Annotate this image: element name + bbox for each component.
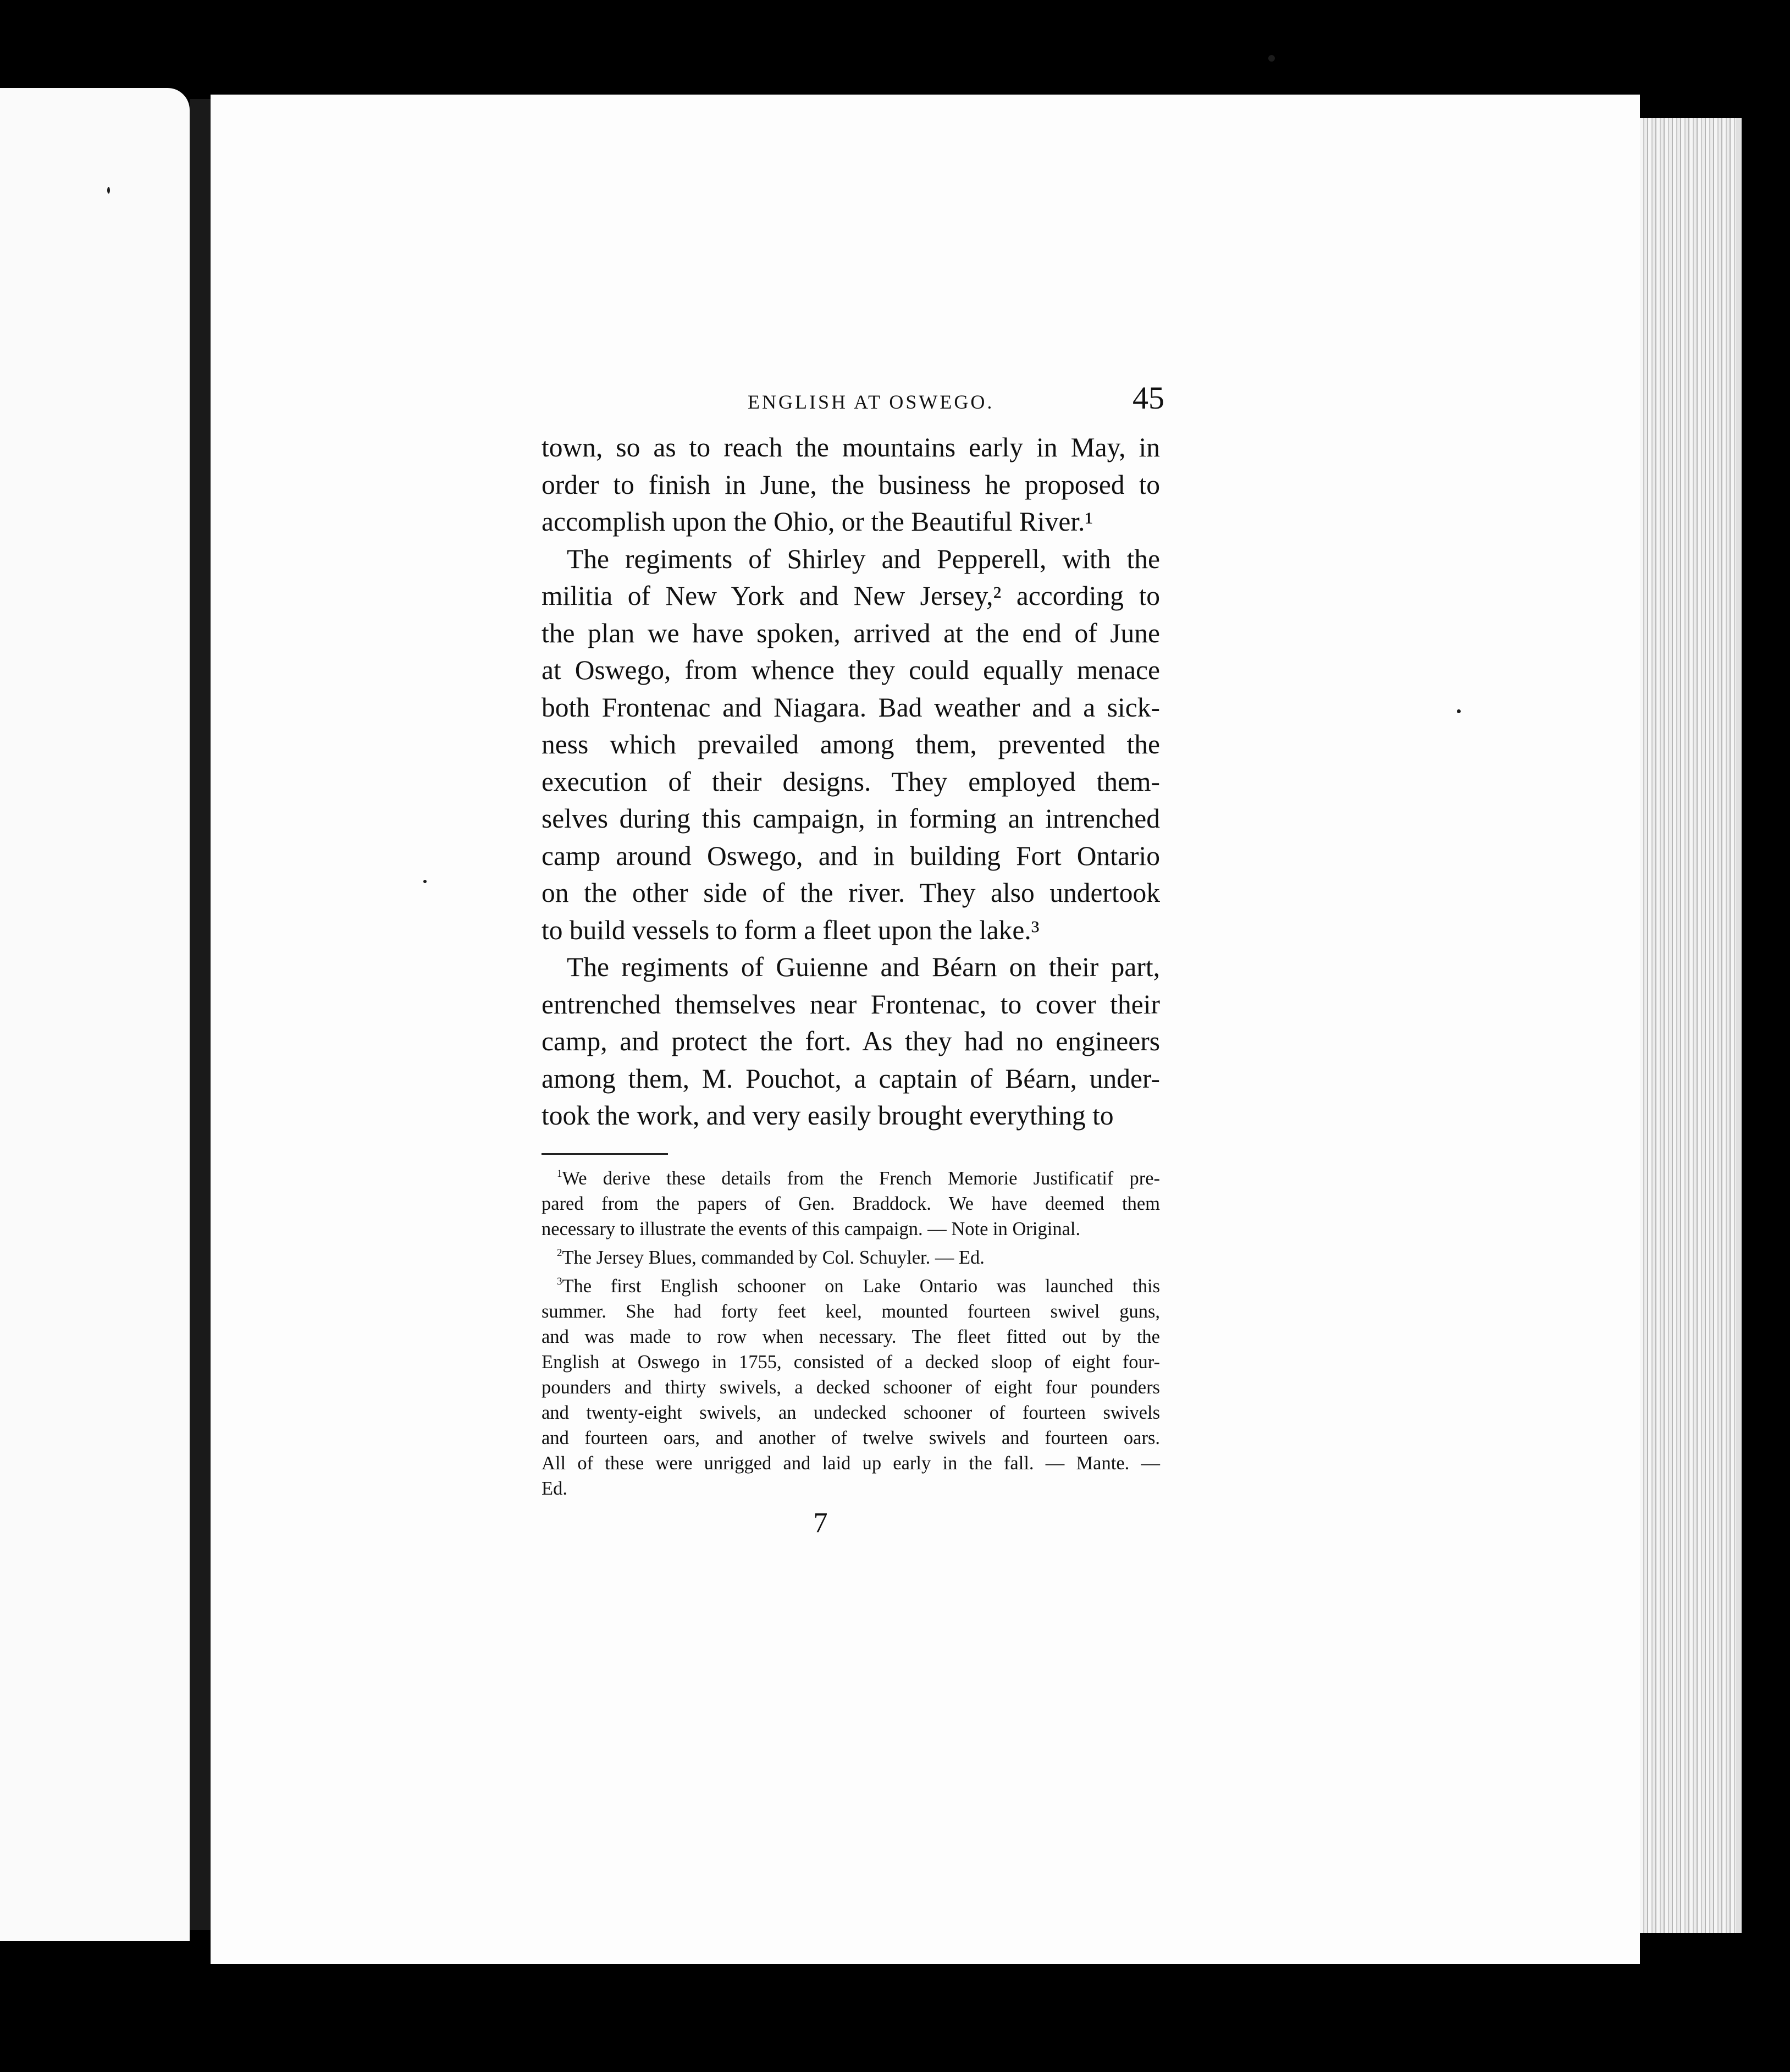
footnote-line: All of these were unrigged and laid up early in the fall. — Mante. — bbox=[542, 1452, 1160, 1474]
footnote bbox=[542, 1245, 1160, 1270]
text-line: town, so as to reach the mountains early in May, in bbox=[542, 432, 1160, 462]
running-head bbox=[542, 379, 1164, 429]
footnote-rule bbox=[542, 1153, 668, 1155]
footnote-line: English at Oswego in 1755, consisted of a decked sloop of eight four- bbox=[542, 1351, 1160, 1373]
left-page-edge bbox=[0, 88, 190, 1941]
footnote bbox=[542, 1166, 1160, 1242]
text-line: on the other side of the river. They also undertook bbox=[542, 878, 1160, 908]
text-line: camp around Oswego, and in building Fort Ontario bbox=[542, 840, 1160, 871]
page-number: 45 bbox=[1132, 380, 1164, 416]
text-line: among them, M. Pouchot, a captain of Béarn, under- bbox=[542, 1063, 1160, 1094]
text-line: entrenched themselves near Frontenac, to cover their bbox=[542, 989, 1160, 1020]
text-line: The regiments of Guienne and Béarn on their part, bbox=[567, 952, 1160, 982]
paragraph bbox=[542, 429, 1160, 541]
footnote-line: and fourteen oars, and another of twelve swivels and fourteen oars. bbox=[542, 1427, 1160, 1448]
footnote-line: necessary to illustrate the events of this campaign. — Note in Original. bbox=[542, 1218, 1081, 1239]
text-line: selves during this campaign, in forming an intrenched bbox=[542, 803, 1160, 834]
text-line: The regiments of Shirley and Pepperell, with the bbox=[567, 543, 1160, 574]
footnote-line: summer. She had forty feet keel, mounted fourteen swivel guns, bbox=[542, 1300, 1160, 1322]
footnote-line: We derive these details from the French Memorie Justificatif pre- bbox=[562, 1167, 1160, 1189]
footnote-line: and twenty-eight swivels, an undecked schooner of fourteen swivels bbox=[542, 1402, 1160, 1423]
text-line: took the work, and very easily brought everything to bbox=[542, 1100, 1114, 1131]
speck bbox=[1457, 709, 1461, 713]
paragraph bbox=[542, 541, 1160, 949]
footnote bbox=[542, 1274, 1160, 1501]
body-text bbox=[542, 429, 1160, 1134]
text-line: accomplish upon the Ohio, or the Beautiful River.¹ bbox=[542, 506, 1093, 537]
page-text bbox=[542, 379, 1164, 1539]
footnote-line: pared from the papers of Gen. Braddock. We have deemed them bbox=[542, 1193, 1160, 1214]
footnote-line: Ed. bbox=[542, 1478, 567, 1499]
page-edges bbox=[1640, 118, 1742, 1933]
speck bbox=[423, 880, 427, 883]
text-line: militia of New York and New Jersey,² according to bbox=[542, 581, 1160, 611]
text-line: execution of their designs. They employed them- bbox=[542, 766, 1160, 797]
speck bbox=[107, 187, 110, 194]
signature-mark: 7 bbox=[813, 1507, 828, 1539]
text-line: at Oswego, from whence they could equally menace bbox=[542, 655, 1160, 685]
running-title: ENGLISH AT OSWEGO. bbox=[748, 391, 995, 413]
paragraph bbox=[542, 949, 1160, 1134]
footnote-line: The first English schooner on Lake Ontario was launched this bbox=[562, 1275, 1160, 1297]
footnote-marker: 2 bbox=[557, 1247, 562, 1259]
text-line: order to finish in June, the business he proposed to bbox=[542, 469, 1160, 500]
footnote-line: pounders and thirty swivels, a decked schooner of eight four pounders bbox=[542, 1376, 1160, 1398]
footnote-marker: 3 bbox=[557, 1275, 562, 1287]
text-line: the plan we have spoken, arrived at the end of June bbox=[542, 618, 1160, 648]
book-gutter bbox=[190, 99, 211, 1930]
text-line: to build vessels to form a fleet upon the lake.³ bbox=[542, 914, 1040, 945]
footnote-line: The Jersey Blues, commanded by Col. Schuyler. — Ed. bbox=[562, 1247, 985, 1268]
footnote-line: and was made to row when necessary. The fleet fitted out by the bbox=[542, 1326, 1160, 1347]
text-line: ness which prevailed among them, prevented the bbox=[542, 729, 1160, 759]
footnotes bbox=[542, 1166, 1160, 1501]
text-line: both Frontenac and Niagara. Bad weather and a sick- bbox=[542, 692, 1160, 723]
text-line: camp, and protect the fort. As they had no engineers bbox=[542, 1026, 1160, 1056]
speck bbox=[1268, 55, 1275, 62]
footnote-marker: 1 bbox=[557, 1167, 562, 1180]
